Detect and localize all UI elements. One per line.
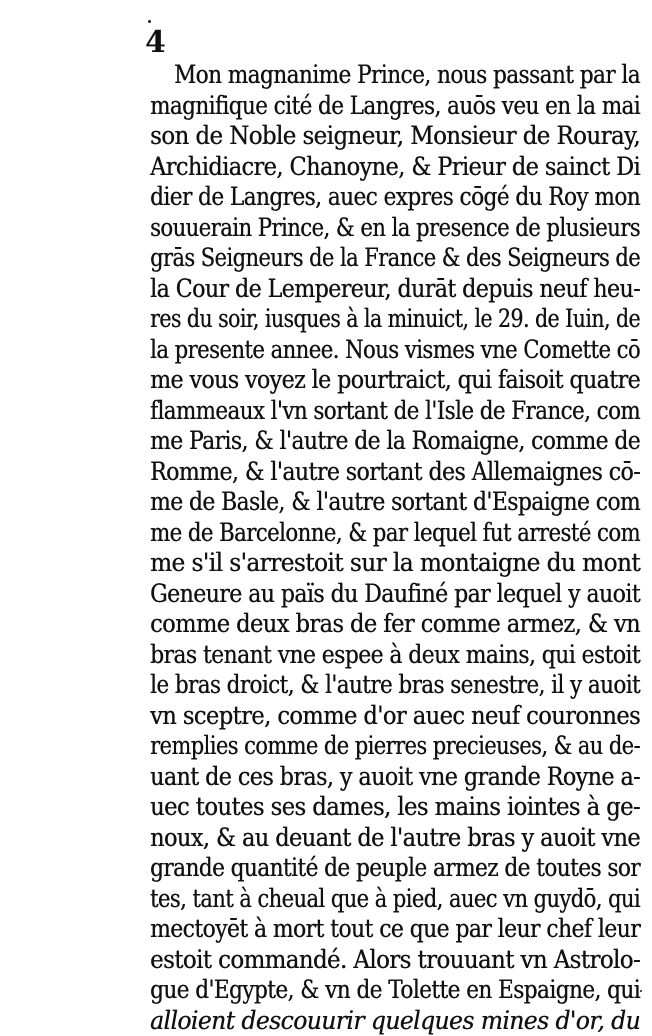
text-line: me vous voyez le pourtraict, qui faisoit quatre [150,365,640,396]
text-line: flammeaux l'vn sortant de l'Isle de France, com [150,396,640,427]
text-line: grās Seigneurs de la France & des Seigneurs de [150,243,640,274]
text-line: le bras droict, & l'autre bras senestre, il y auoit [150,670,640,701]
text-line: estoit commandé. Alors trouuant vn Astrolo- [150,945,640,976]
text-line: gue d'Egypte, & vn de Tolette en Espaigne, qui [150,975,640,1006]
text-line: bras tenant vne espee à deux mains, qui estoit [150,640,640,671]
text-line: Romme, & l'autre sortant des Allemaignes cō- [150,457,640,488]
text-line: la Cour de Lempereur, durāt depuis neuf heu- [150,274,640,305]
text-line: res du soir, iusques à la minuict, le 29. de Iuin, de [150,304,640,335]
ink-speck [640,990,642,992]
text-line: noux, & au deuant de l'autre bras y auoit vne [150,823,640,854]
text-line: la presente annee. Nous vismes vne Comette cō [150,335,640,366]
page-number: 4 [145,28,166,58]
text-line: vn sceptre, comme d'or auec neuf couronnes [150,701,640,732]
text-line: grande quantité de peuple armez de toutes sor [150,853,640,884]
text-line: me de Basle, & l'autre sortant d'Espaigne com [150,487,640,518]
text-line: me Paris, & l'autre de la Romaigne, comme de [150,426,640,457]
text-line: comme deux bras de fer comme armez, & vn [150,609,640,640]
text-line: uec toutes ses dames, les mains iointes à ge- [150,792,640,823]
text-line: Mon magnanime Prince, nous passant par la [150,60,640,91]
text-line: magnifique cité de Langres, auōs veu en la mai [150,91,640,122]
text-line: uant de ces bras, y auoit vne grande Royne a- [150,762,640,793]
text-line: tes, tant à cheual que à pied, auec vn guydō, qui [150,884,640,915]
text-line: dier de Langres, auec expres cōgé du Roy mon [150,182,640,213]
text-line: remplies comme de pierres precieuses, & au de- [150,731,640,762]
text-line: me s'il s'arrestoit sur la montaigne du mont [150,548,640,579]
text-line: mectoyēt à mort tout ce que par leur chef leur [150,914,640,945]
text-line: alloient descouurir quelques mines d'or, du [150,1006,640,1036]
text-line: souuerain Prince, & en la presence de plusieurs [150,213,640,244]
text-line: Archidiacre, Chanoyne, & Prieur de sainct Di [150,152,640,183]
text-line: son de Noble seigneur, Monsieur de Rouray, [150,121,640,152]
ink-speck [148,20,151,23]
text-line: me de Barcelonne, & par lequel fut arresté com [150,518,640,549]
text-line: Geneure au païs du Daufiné par lequel y auoit [150,579,640,610]
body-text [150,60,640,1036]
